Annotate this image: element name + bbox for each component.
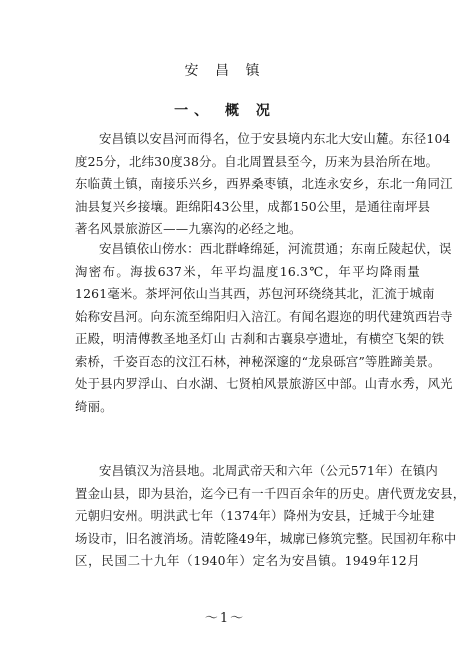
text-line: 1261毫米。茶坪河依山当其西，苏包河环绕绕其北，汇流于城南: [75, 286, 435, 301]
text-line: 东临黄土镇，南接乐兴乡，西界桑枣镇，北连永安乡，东北一角同江: [75, 176, 453, 191]
text-line: 油县复兴乡接壤。距绵阳43公里，成都150公里，是通往南坪县: [75, 198, 431, 214]
text-line: 度25分，北纬30度38分。自北周置县至今，历来为县治所在地。: [75, 153, 439, 169]
text-line: 索桥，千姿百态的汶江石林，神秘深邃的“龙泉砾宫”等胜蹄美景。: [75, 353, 441, 369]
page-number: ～1～: [204, 611, 246, 626]
text-line: 安昌镇依山傍水：西北群峰绵延，河流贯通；东南丘陵起伏，误: [99, 241, 452, 256]
text-line: 元朝归安州。明洪武七年（1374年）降州为安县，迁城于今址建: [75, 508, 435, 523]
text-line: 安昌镇汉为涪县地。北周武帝天和六年（公元571年）在镇内: [99, 463, 439, 478]
paragraph-geography: [75, 238, 453, 418]
text-line: 正殿，明清傅教圣地圣灯山 古刹和古襄泉亭遗址，有横空飞架的铁: [75, 331, 445, 346]
text-line: 绮丽。: [75, 398, 113, 414]
text-line: 著名风景旅游区——九寨沟的必经之地。: [75, 221, 302, 236]
paragraph-overview-location: [75, 128, 453, 241]
text-line: 始称安昌河。向东流至绵阳归入涪江。有闻名遐迩的明代建筑西岩寺: [75, 308, 453, 324]
text-line: 淘密布。海拔637米，年平均温度16.3℃，年平均降雨量: [75, 263, 420, 279]
text-line: 场设市，旧名渡消场。清乾隆49年，城廓已修筑完整。民国初年称中: [75, 530, 457, 546]
text-line: 安昌镇以安昌河而得名，位于安县境内东北大安山麓。东径104: [99, 131, 451, 146]
text-line: 置金山县，即为县治，迄今已有一千四百余年的历史。唐代贾龙安县，: [75, 485, 465, 501]
text-line: 处于县内罗浮山、白水湖、七贤柏风景旅游区中部。山青水秀，风光: [75, 376, 453, 391]
section-heading: 一、 概 况: [174, 103, 276, 119]
document-title: 安 昌 镇: [184, 63, 266, 79]
text-line: 区，民国二十九年（1940年）定名为安昌镇。1949年12月: [75, 553, 420, 568]
paragraph-history: [75, 460, 465, 573]
